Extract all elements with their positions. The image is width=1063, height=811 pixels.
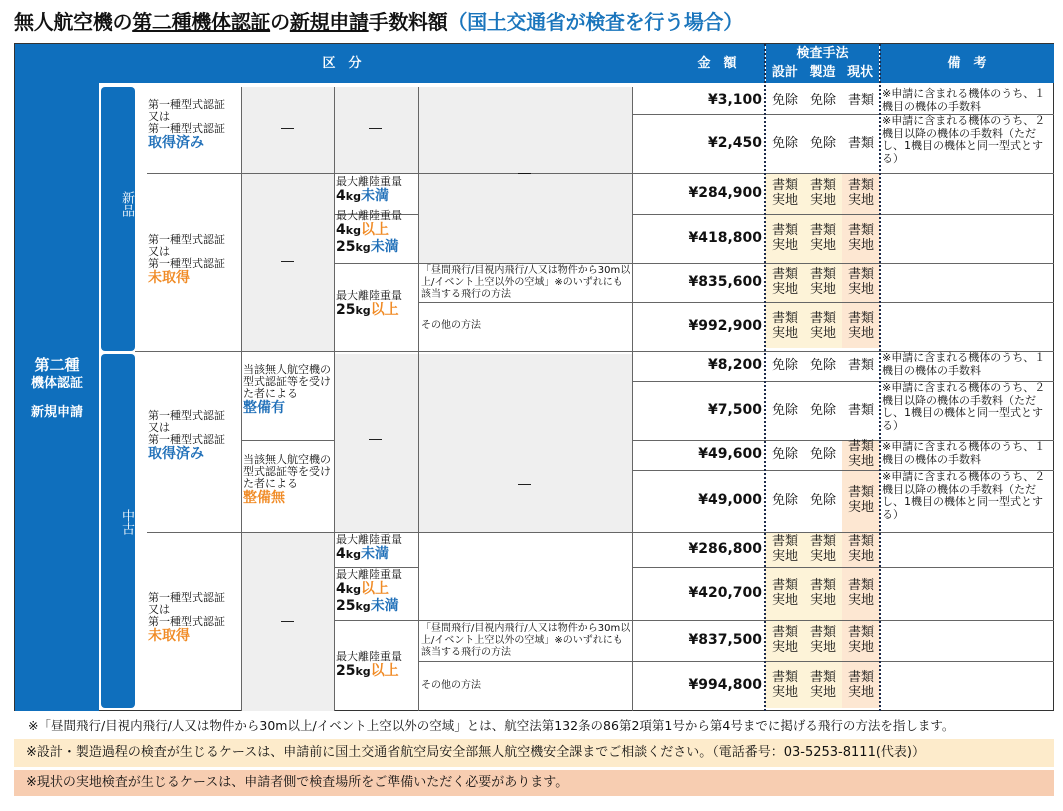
cert-new-acquired: 第一種型式認証 又は 第一種型式認証 取得済み: [148, 98, 225, 151]
used-label: 中古: [119, 509, 134, 535]
method-doc: 書類: [847, 577, 874, 593]
method-onsite: 実地: [771, 685, 798, 700]
method-doc: 書類: [809, 222, 836, 238]
method-doc: 書類: [847, 222, 874, 238]
method-exempt: 免除: [771, 447, 798, 462]
amount-value: ¥49,600: [698, 446, 762, 462]
method-doc: 書類: [809, 624, 836, 640]
amount-value: ¥835,600: [688, 273, 762, 290]
method-doc: 書類: [847, 670, 874, 685]
method-exempt: 免除: [771, 402, 798, 418]
method-doc: 書類: [771, 624, 798, 640]
amount-value: ¥286,800: [688, 540, 762, 557]
method-doc: 書類: [847, 624, 874, 640]
method-onsite: 実地: [847, 237, 874, 253]
category-band: [15, 83, 99, 711]
amount-value: ¥8,200: [707, 357, 762, 373]
method-exempt: 免除: [809, 92, 836, 108]
method-exempt: 免除: [809, 493, 836, 508]
method-doc-onsite: [767, 670, 803, 700]
method-doc-onsite: [767, 534, 803, 564]
method-doc-onsite: [805, 311, 841, 341]
method-doc-onsite: [767, 311, 803, 341]
header-manufacture: 製造: [809, 65, 836, 80]
amount-value: ¥994,800: [688, 677, 762, 693]
method-doc: 書類: [771, 577, 798, 593]
title-subtitle: （国土交通省が検査を行う場合）: [447, 10, 743, 34]
method-exempt: 免除: [771, 92, 798, 108]
method-onsite: 実地: [771, 639, 798, 655]
footnote-1: ※「昼間飛行/目視内飛行/人又は物件から30m以上/イベント上空以外の空域」とは、航空法第132条の86第2項第1号から第4号までに掲げる飛行の方法を指します。: [28, 718, 955, 733]
dotted-divider-right: [879, 44, 881, 711]
cert-used-not-acquired: 第一種型式認証 又は 第一種型式認証 未取得: [148, 591, 225, 644]
method-doc-onsite: [805, 178, 841, 208]
method-doc-onsite: [767, 625, 803, 655]
method-doc-onsite: [843, 223, 879, 253]
method-doc-onsite: [767, 223, 803, 253]
fee-table: [14, 43, 1054, 711]
amount-value: ¥418,800: [688, 229, 762, 246]
footnote-3: ※現状の実地検査が生じるケースは、申請者側で検査場所をご準備いただく必要があります。: [14, 770, 1054, 796]
method-doc: 書類: [847, 402, 874, 418]
remark-note: ※申請に含まれる機体のうち、１機目の機体の手数料: [882, 87, 1046, 113]
dash: ―: [281, 254, 294, 269]
amount-value: ¥420,700: [688, 584, 762, 601]
amount-value: ¥2,450: [707, 134, 762, 151]
method-exempt: 免除: [771, 135, 798, 151]
weight-used-lt4: 最大離陸重量 4kg未満: [336, 533, 402, 562]
method-onsite: 実地: [771, 192, 798, 208]
method-doc: 書類: [847, 439, 874, 454]
method-onsite: 実地: [847, 325, 874, 341]
flight-special-new: 「昼間飛行/目視内飛行/人又は物件から30m以上/イベント上空以外の空域」※のいずれにも該当する飛行の方法: [421, 265, 631, 300]
header-amount: 金 額: [669, 44, 765, 83]
weight-new-ge25: 最大離陸重量 25kg以上: [336, 289, 402, 318]
method-onsite: 実地: [847, 500, 874, 515]
method-doc-onsite: [767, 578, 803, 608]
method-doc-onsite: [805, 534, 841, 564]
method-onsite: 実地: [771, 237, 798, 253]
amount-value: ¥49,000: [698, 492, 762, 508]
method-doc-onsite: [843, 178, 879, 208]
prep-none: 当該無人航空機の型式認証等を受けた者による 整備無: [243, 453, 331, 506]
method-doc-onsite: [843, 625, 879, 655]
method-doc: 書類: [847, 266, 874, 282]
cert-used-acquired: 第一種型式認証 又は 第一種型式認証 取得済み: [148, 409, 225, 462]
amount-value: ¥992,900: [688, 317, 762, 334]
method-onsite: 実地: [809, 281, 836, 297]
category-l3: 新規申請: [30, 405, 83, 420]
method-onsite: 実地: [847, 548, 874, 564]
method-onsite: 実地: [847, 281, 874, 297]
dash: ―: [518, 477, 531, 492]
prep-have: 当該無人航空機の型式認証等を受けた者による 整備有: [243, 363, 331, 416]
header-design: 設計: [771, 65, 798, 80]
remark-note: ※申請に含まれる機体のうち、１機目の機体の手数料: [882, 440, 1046, 466]
category-l2: 機体認証: [30, 376, 83, 391]
header-method-title: 検査手法: [796, 46, 849, 61]
method-doc: 書類: [847, 358, 874, 373]
method-onsite: 実地: [771, 281, 798, 297]
method-doc: 書類: [771, 310, 798, 326]
amount-value: ¥837,500: [688, 631, 762, 648]
method-doc-onsite: [843, 485, 879, 515]
method-onsite: 実地: [809, 685, 836, 700]
weight-used-4to25: 最大離陸重量 4kg以上 25kg未満: [336, 568, 402, 614]
method-doc: 書類: [809, 310, 836, 326]
method-doc-onsite: [843, 311, 879, 341]
method-doc: 書類: [847, 177, 874, 193]
grey-col-c2: [418, 354, 632, 532]
method-exempt: 免除: [809, 358, 836, 373]
header-method: [765, 44, 880, 83]
method-doc-onsite: [805, 578, 841, 608]
method-exempt: 免除: [771, 358, 798, 373]
method-doc: 書類: [771, 177, 798, 193]
method-onsite: 実地: [771, 592, 798, 608]
method-doc-onsite: [843, 439, 879, 469]
dotted-divider-left: [764, 44, 766, 711]
method-doc-onsite: [843, 578, 879, 608]
cert-new-not-acquired: 第一種型式認証 又は 第一種型式認証 未取得: [148, 233, 225, 286]
method-onsite: 実地: [809, 592, 836, 608]
method-onsite: 実地: [771, 325, 798, 341]
remark-note: ※申請に含まれる機体のうち、２機目以降の機体の手数料（ただし、1機目の機体と同一型式とする）: [882, 470, 1046, 521]
dash: ―: [369, 432, 382, 447]
method-onsite: 実地: [771, 548, 798, 564]
method-doc: 書類: [771, 670, 798, 685]
method-onsite: 実地: [809, 192, 836, 208]
dash: ―: [369, 121, 382, 136]
method-doc: 書類: [847, 485, 874, 500]
flight-special-used: 「昼間飛行/目視内飛行/人又は物件から30m以上/イベント上空以外の空域」※のいずれにも該当する飛行の方法: [421, 623, 631, 658]
header-remarks: 備 考: [880, 44, 1054, 83]
dash: ―: [518, 166, 531, 181]
method-onsite: 実地: [847, 639, 874, 655]
remark-note: ※申請に含まれる機体のうち、２機目以降の機体の手数料（ただし、1機目の機体と同一型式とする）: [882, 114, 1046, 165]
method-doc: 書類: [809, 533, 836, 549]
method-doc: 書類: [847, 135, 874, 151]
new-label-box: [101, 87, 135, 351]
method-onsite: 実地: [847, 192, 874, 208]
method-doc-onsite: [805, 223, 841, 253]
method-doc: 書類: [809, 177, 836, 193]
dash: ―: [281, 614, 294, 629]
new-label: 新品: [119, 191, 134, 217]
method-onsite: 実地: [847, 592, 874, 608]
method-doc: 書類: [809, 266, 836, 282]
header-current: 現状: [847, 65, 874, 80]
used-label-box: [101, 354, 135, 708]
dash: ―: [281, 121, 294, 136]
method-onsite: 実地: [809, 237, 836, 253]
method-doc-onsite: [805, 267, 841, 297]
method-onsite: 実地: [847, 685, 874, 700]
method-onsite: 実地: [809, 639, 836, 655]
category-l1: 第二種: [34, 356, 80, 374]
flight-other-used: その他の方法: [421, 680, 481, 691]
method-doc: 書類: [847, 533, 874, 549]
method-doc: 書類: [847, 310, 874, 326]
weight-new-4to25: 最大離陸重量 4kg以上 25kg未満: [336, 209, 402, 255]
weight-new-lt4: 最大離陸重量 4kg未満: [336, 175, 402, 204]
method-doc-onsite: [767, 267, 803, 297]
method-exempt: 免除: [809, 447, 836, 462]
method-doc: 書類: [809, 670, 836, 685]
method-doc-onsite: [805, 625, 841, 655]
remark-note: ※申請に含まれる機体のうち、１機目の機体の手数料: [882, 351, 1046, 377]
method-onsite: 実地: [847, 454, 874, 469]
amount-value: ¥284,900: [688, 184, 762, 201]
method-doc: 書類: [771, 533, 798, 549]
page-title: 無人航空機の第二種機体認証の新規申請手数料額（国土交通省が検査を行う場合）: [14, 10, 743, 34]
method-doc-onsite: [843, 267, 879, 297]
method-exempt: 免除: [771, 493, 798, 508]
method-onsite: 実地: [809, 325, 836, 341]
flight-other-new: その他の方法: [421, 320, 481, 331]
method-doc-onsite: [767, 178, 803, 208]
header-kubun: 区 分: [15, 44, 669, 83]
remark-note: ※申請に含まれる機体のうち、２機目以降の機体の手数料（ただし、1機目の機体と同一型式とする）: [882, 381, 1046, 432]
method-onsite: 実地: [809, 548, 836, 564]
method-doc: 書類: [809, 577, 836, 593]
amount-value: ¥7,500: [707, 401, 762, 418]
method-doc-onsite: [805, 670, 841, 700]
weight-used-ge25: 最大離陸重量 25kg以上: [336, 650, 402, 679]
method-doc: 書類: [771, 222, 798, 238]
footnote-2: ※設計・製造過程の検査が生じるケースは、申請前に国土交通省航空局安全部無人航空機安全課までご相談ください。（電話番号：03-5253-8111(代表)）: [14, 739, 1054, 767]
method-doc-onsite: [843, 670, 879, 700]
method-exempt: 免除: [809, 402, 836, 418]
method-doc-onsite: [843, 534, 879, 564]
method-exempt: 免除: [809, 135, 836, 151]
method-doc: 書類: [771, 266, 798, 282]
method-doc: 書類: [847, 92, 874, 108]
amount-value: ¥3,100: [707, 91, 762, 108]
